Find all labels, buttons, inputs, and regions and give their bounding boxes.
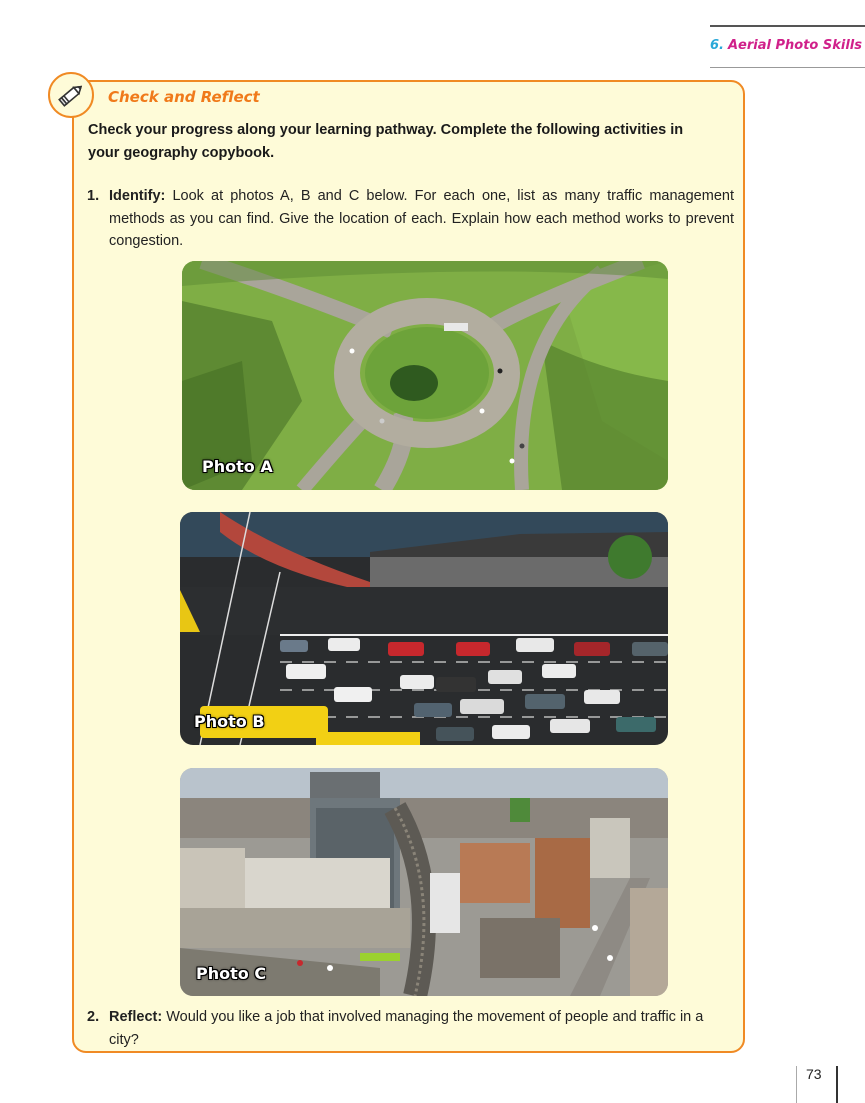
photo-label: Photo A — [202, 457, 273, 476]
box-title: Check and Reflect — [108, 88, 260, 106]
photo-b — [180, 512, 668, 745]
question-number: 1. — [87, 188, 100, 204]
header-rule — [710, 25, 865, 27]
page-number: 73 — [806, 1066, 822, 1082]
question-label: Identify: — [109, 188, 166, 204]
question-text: Would you like a job that involved managing the movement of people and traffic in a city? — [109, 1009, 704, 1048]
question-text: Look at photos A, B and C below. For each one, list as many traffic management methods as you can find. Give the location of each. Explain how each method works to prevent congestion. — [109, 188, 734, 249]
chapter-title: Aerial Photo Skills — [727, 38, 862, 53]
pencil-icon — [48, 72, 94, 118]
question-label: Reflect: — [109, 1009, 163, 1025]
page-number-divider — [796, 1066, 797, 1103]
photo-label: Photo B — [194, 712, 265, 731]
question-2 — [87, 1006, 734, 1051]
intro-text: Check your progress along your learning pathway. Complete the following activities in your geography copybook. — [88, 122, 684, 161]
photo-label: Photo C — [196, 964, 267, 983]
photo-c — [180, 768, 668, 996]
chapter-number: 6. — [710, 38, 724, 53]
question-1 — [87, 185, 734, 253]
question-number: 2. — [87, 1009, 100, 1025]
page-number-rule — [836, 1066, 838, 1103]
chapter-heading — [710, 38, 862, 53]
photo-a — [182, 261, 668, 490]
header-rule-bottom — [710, 67, 865, 68]
